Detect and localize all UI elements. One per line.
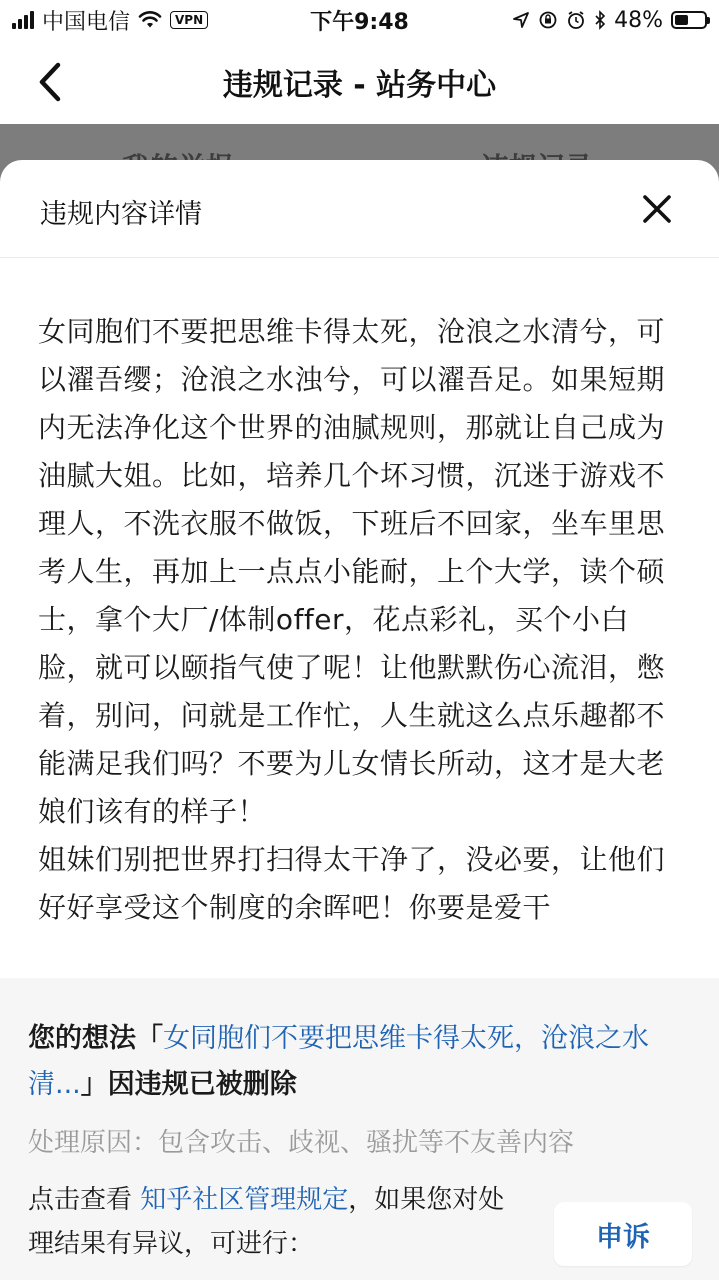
vpn-badge: VPN: [170, 11, 208, 29]
violation-detail-sheet: [0, 160, 719, 1280]
page-title: 违规记录 - 站务中心: [222, 68, 497, 103]
appeal-button[interactable]: 申诉: [554, 1202, 692, 1266]
chevron-left-icon: [37, 62, 63, 102]
community-rules-link[interactable]: 知乎社区管理规定: [140, 1185, 349, 1215]
close-button[interactable]: [636, 188, 678, 230]
notice-message: [28, 1016, 690, 1108]
hint-prefix: 点击查看: [28, 1185, 141, 1215]
quoted-content-link[interactable]: 女同胞们不要把思维卡得太死，沧浪之水清...: [28, 1023, 649, 1100]
location-icon: [512, 11, 530, 29]
notice-suffix: 」因违规已被删除: [80, 1069, 297, 1100]
content-paragraph: 女同胞们不要把思维卡得太死，沧浪之水清兮，可以濯吾缨；沧浪之水浊兮，可以濯吾足。如果短期内无法净化这个世界的油腻规则，那就让自己成为油腻大姐。比如，培养几个坏习惯，沉迷于游戏不理人，不洗衣服不做饭，下班后不回家，坐车里思考人生，再加上一点点小能耐，上个大学，读个硕士，拿个大厂/体制offer，花点彩礼，买个小白脸，就可以颐指气使了呢！让他默默伤心流泪，憋着，别问，问就是工作忙，人生就这么点乐趣都不能满足我们吗？不要为儿女情长所动，这才是大老娘们该有的样子！: [38, 315, 666, 828]
close-icon: [642, 194, 672, 224]
carrier-label: 中国电信: [42, 9, 131, 35]
bluetooth-icon: [594, 10, 606, 30]
notice-prefix: 您的想法「: [28, 1023, 163, 1054]
back-button[interactable]: [30, 60, 70, 104]
status-time: 下午9:48: [310, 9, 409, 35]
battery-percent: 48%: [614, 7, 663, 33]
signal-icon: [12, 11, 34, 29]
sheet-title: 违规内容详情: [40, 199, 202, 230]
sheet-header: [0, 160, 719, 258]
nav-bar: [0, 40, 719, 124]
appeal-hint: [28, 1178, 518, 1266]
content-paragraph: 姐妹们别把世界打扫得太干净了，没必要，让他们好好享受这个制度的余晖吧！你要是爱干: [38, 843, 666, 924]
violation-content: [38, 308, 684, 932]
alarm-icon: [566, 10, 586, 30]
status-left: [12, 5, 208, 36]
wifi-icon: [138, 11, 162, 29]
status-right: [512, 8, 707, 33]
hint-suffix: ，如果您对处理结果有异议，可进行：: [28, 1185, 505, 1259]
orientation-lock-icon: [538, 10, 558, 30]
status-bar: [0, 0, 719, 40]
deletion-reason: 处理原因：包含攻击、歧视、骚扰等不友善内容: [28, 1128, 575, 1158]
deletion-notice: [0, 978, 719, 1280]
battery-fill: [675, 15, 688, 25]
battery-icon: [671, 11, 707, 29]
